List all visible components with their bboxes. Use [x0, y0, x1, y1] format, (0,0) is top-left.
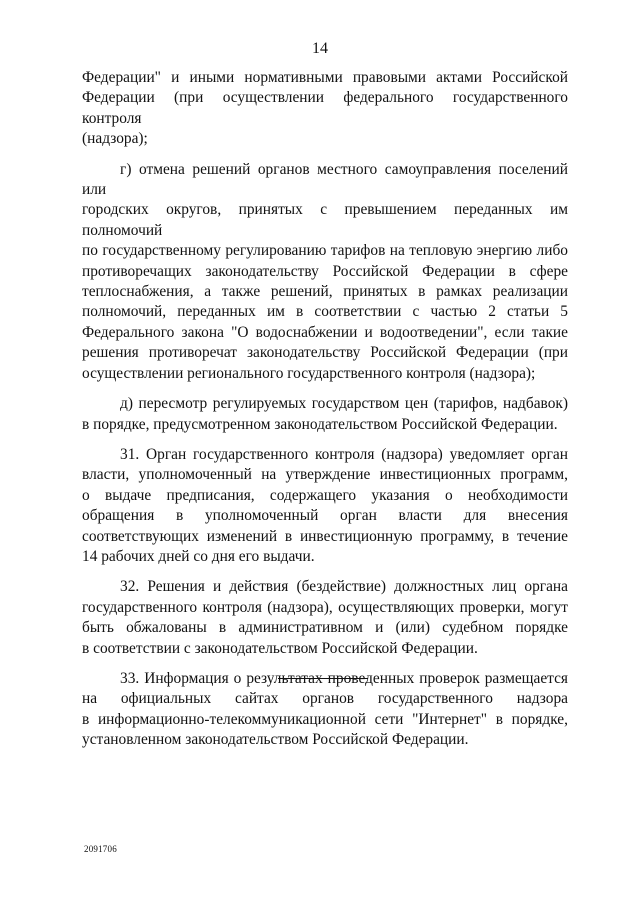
text-line: установленном законодательством Российской Федерации. — [82, 731, 469, 749]
text-line: 14 рабочих дней со дня его выдачи. — [82, 547, 315, 565]
document-body — [82, 68, 568, 751]
text-line: решения противоречат законодательству Российской Федерации (при — [82, 344, 568, 362]
text-line: на официальных сайтах органов государственного надзора — [82, 690, 568, 708]
paragraph-33 — [82, 669, 568, 751]
text-line: д) пересмотр регулируемых государством цен (тарифов, надбавок) — [120, 395, 568, 413]
paragraph-31 — [82, 445, 568, 567]
text-line: 33. Информация о результатах проведенных проверок размещается — [120, 669, 568, 687]
text-line: (надзора); — [82, 130, 148, 148]
text-line: городских округов, принятых с превышением переданных им полномочий — [82, 201, 568, 239]
paragraph-item-g — [82, 160, 568, 384]
text-line: г) отмена решений органов местного самоуправления поселений или — [82, 160, 568, 199]
text-line: 32. Решения и действия (бездействие) должностных лиц органа — [120, 578, 568, 596]
text-line: теплоснабжения, а также решений, принятых в рамках реализации — [82, 283, 568, 301]
end-of-text-divider — [278, 678, 368, 679]
text-line: в информационно-телекоммуникационной сети "Интернет" в порядке, — [82, 710, 568, 728]
paragraph-32 — [82, 577, 568, 659]
paragraph-continuation — [82, 68, 568, 150]
text-line: в порядке, предусмотренном законодательством Российской Федерации. — [82, 415, 558, 433]
text-line: Федерации" и иными нормативными правовыми актами Российской — [82, 69, 568, 86]
text-line: Федерации (при осуществлении федерального государственного контроля — [82, 89, 568, 127]
text-line: быть обжалованы в административном и (или) судебном порядке — [82, 619, 568, 637]
text-line: обращения в уполномоченный орган власти для внесения — [82, 507, 568, 525]
text-line: противоречащих законодательству Российской Федерации в сфере — [82, 262, 568, 280]
document-code: 2091706 — [84, 844, 117, 854]
text-line: Федерального закона "О водоснабжении и водоотведении", если такие — [82, 323, 568, 341]
text-line: 31. Орган государственного контроля (надзора) уведомляет орган — [120, 445, 568, 463]
text-line: государственного контроля (надзора), осуществляющих проверки, могут — [82, 598, 568, 616]
text-line: власти, уполномоченный на утверждение инвестиционных программ, — [82, 466, 568, 484]
page-number: 14 — [312, 40, 328, 57]
text-line: в соответствии с законодательством Российской Федерации. — [82, 639, 478, 657]
text-line: соответствующих изменений в инвестиционную программу, в течение — [82, 527, 568, 545]
text-line: по государственному регулированию тарифов на тепловую энергию либо — [82, 242, 568, 260]
paragraph-item-d — [82, 394, 568, 435]
text-line: о выдаче предписания, содержащего указания о необходимости — [82, 486, 568, 504]
text-line: осуществлении регионального государственного контроля (надзора); — [82, 364, 536, 382]
text-line: полномочий, переданных им в соответствии с частью 2 статьи 5 — [82, 303, 568, 321]
